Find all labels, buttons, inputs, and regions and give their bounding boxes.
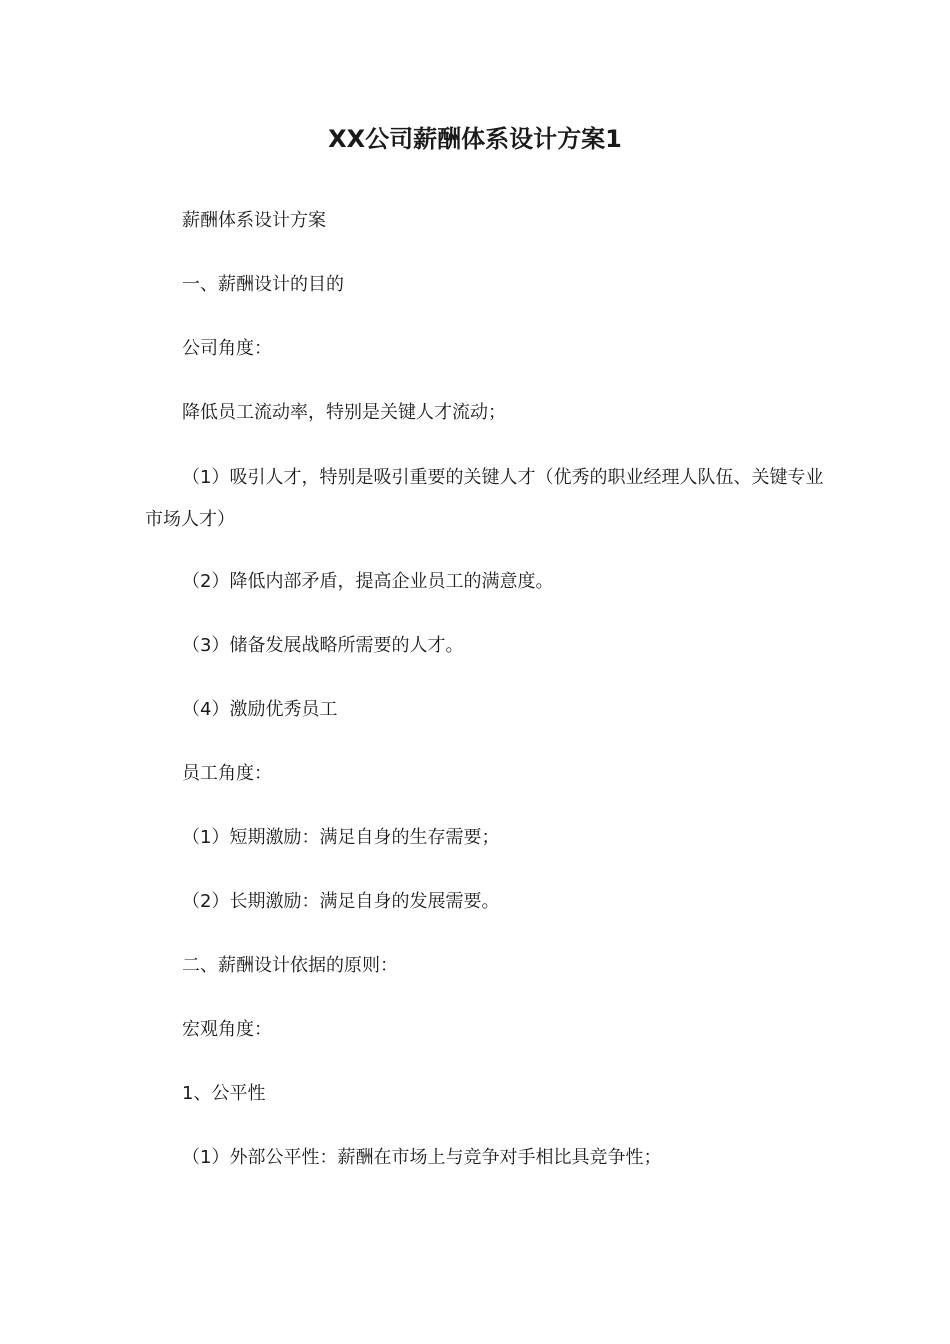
paragraph-short-term-incentive: （1）短期激励：满足自身的生存需要； <box>182 827 500 848</box>
paragraph-reduce-turnover: 降低员工流动率，特别是关键人才流动； <box>182 402 506 423</box>
paragraph-external-fairness: （1）外部公平性：薪酬在市场上与竞争对手相比具竞争性； <box>182 1147 662 1168</box>
paragraph-reserve-talent: （3）储备发展战略所需要的人才。 <box>182 635 464 656</box>
paragraph-attract-talent: （1）吸引人才，特别是吸引重要的关键人才（优秀的职业经理人队伍、关键专业市场人才） <box>145 467 824 530</box>
paragraph-employee-perspective: 员工角度： <box>182 763 272 784</box>
paragraph-macro-perspective: 宏观角度： <box>182 1019 272 1040</box>
paragraph-motivate-staff: （4）激励优秀员工 <box>182 699 338 720</box>
paragraph-reduce-conflict: （2）降低内部矛盾，提高企业员工的满意度。 <box>182 571 554 592</box>
paragraph-section-two: 二、薪酬设计依据的原则： <box>182 955 398 976</box>
document-title: XX公司薪酬体系设计方案1 <box>328 125 622 153</box>
paragraph-company-perspective: 公司角度： <box>182 338 272 359</box>
paragraph-fairness: 1、公平性 <box>182 1083 266 1104</box>
paragraph-long-term-incentive: （2）长期激励：满足自身的发展需要。 <box>182 891 500 912</box>
paragraph-scheme-heading: 薪酬体系设计方案 <box>182 210 326 231</box>
paragraph-section-one: 一、薪酬设计的目的 <box>182 274 344 295</box>
